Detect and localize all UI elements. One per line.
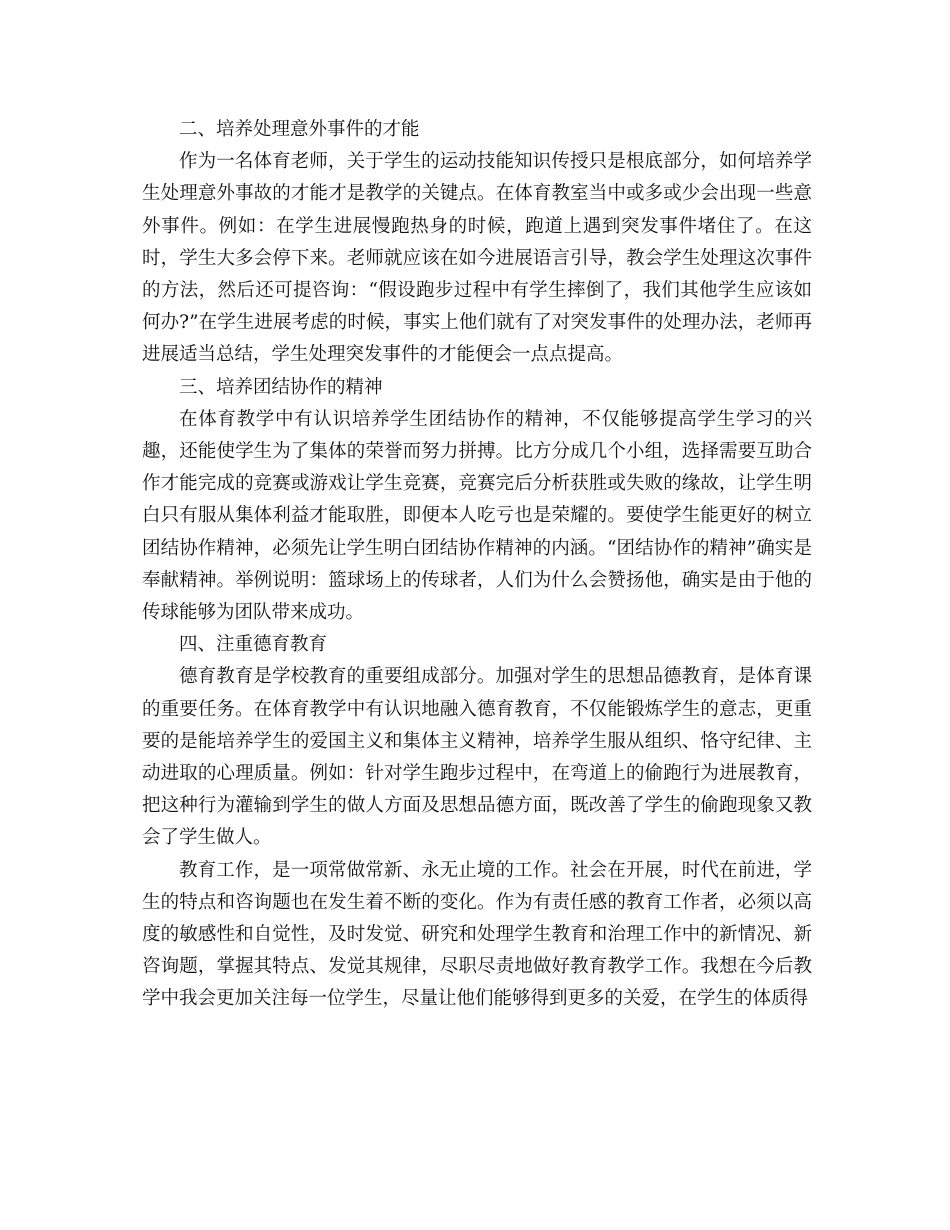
section-heading-4: 四、注重德育教育 — [179, 634, 328, 656]
document-body — [142, 114, 812, 1016]
section-heading-2: 二、培养处理意外事件的才能 — [179, 119, 420, 140]
paragraph-unexpected-events: 作为一名体育老师，关于学生的运动技能知识传授只是根底部分，如何培养学生处理意外事故的才能才是教学的关键点。在体育教室当中或多或少会出现一些意外事件。例如：在学生进展慢跑热身的时候，跑道上遇到突发事件堵住了。在这时，学生大多会停下来。老师就应该在如今进展语言引导，教会学生处理这次事件的方法，然后还可提咨询：“假设跑步过程中有学生摔倒了，我们其他学生应该如何办?”在学生进展考虑的时候，事实上他们就有了对突发事件的处理办法，老师再进展适当总结，学生处理突发事件的才能便会一点点提高。 — [142, 151, 812, 366]
paragraph-conclusion: 教育工作，是一项常做常新、永无止境的工作。社会在开展，时代在前进，学生的特点和咨询题也在发生着不断的变化。作为有责任感的教育工作者，必须以高度的敏感性和自觉性，及时发觉、研究和处理学生教育和治理工作中的新情况、新咨询题，掌握其特点、发觉其规律，尽职尽责地做好教育教学工作。我想在今后教学中我会更加关注每一位学生，尽量让他们能够得到更多的关爱，在学生的体质得 — [142, 859, 812, 1010]
paragraph-moral-education: 德育教育是学校教育的重要组成部分。加强对学生的思想品德教育，是体育课的重要任务。在体育教学中有认识地融入德育教育，不仅能锻炼学生的意志，更重要的是能培养学生的爱国主义和集体主义精神，培养学生服从组织、恪守纪律、主动进取的心理质量。例如：针对学生跑步过程中，在弯道上的偷跑行为进展教育，把这种行为灌输到学生的做人方面及思想品德方面，既改善了学生的偷跑现象又教会了学生做人。 — [142, 666, 812, 849]
section-heading-3: 三、培养团结协作的精神 — [179, 376, 383, 398]
paragraph-teamwork: 在体育教学中有认识培养学生团结协作的精神，不仅能够提高学生学习的兴趣，还能使学生为了集体的荣誉而努力拼搏。比方分成几个小组，选择需要互助合作才能完成的竞赛或游戏让学生竞赛，竞赛完后分析获胜或失败的缘故，让学生明白只有服从集体利益才能取胜，即便本人吃亏也是荣耀的。要使学生能更好的树立团结协作精神，必须先让学生明白团结协作精神的内涵。“团结协作的精神”确实是奉献精神。举例说明：篮球场上的传球者，人们为什么会赞扬他，确实是由于他的传球能够为团队带来成功。 — [142, 408, 812, 624]
